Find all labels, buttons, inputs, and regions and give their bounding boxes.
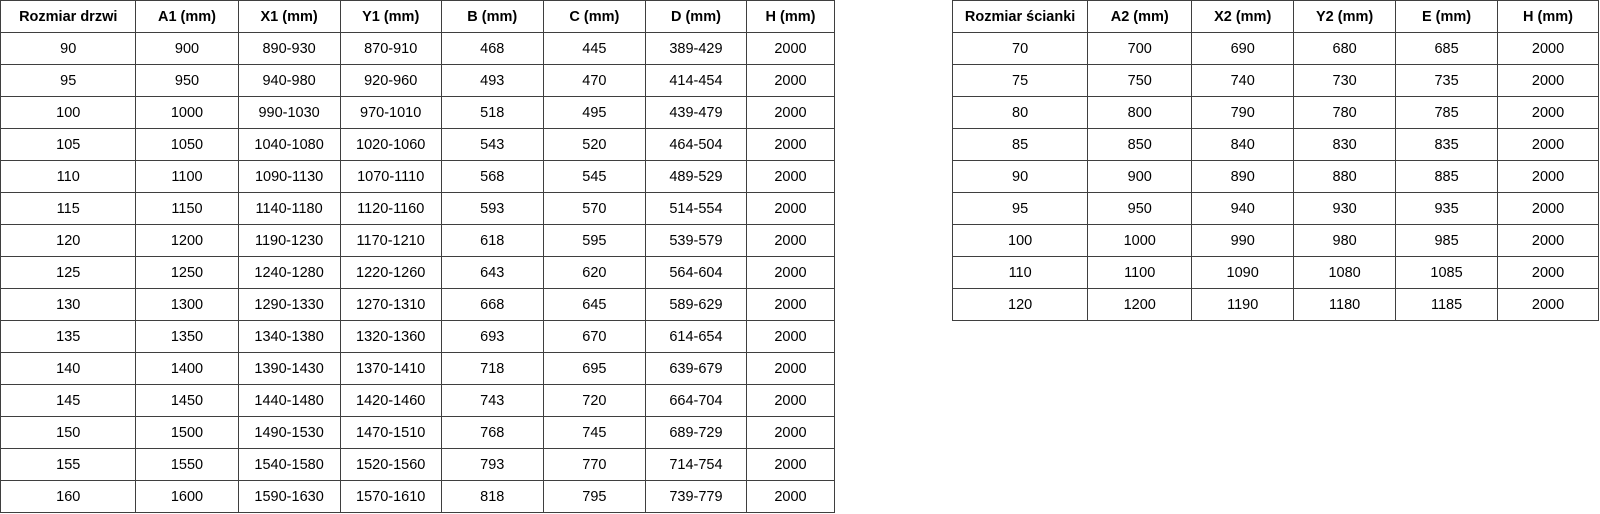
table-row xyxy=(1,321,835,353)
table-cell: 1070-1110 xyxy=(340,161,441,193)
table-cell: 1550 xyxy=(136,449,238,481)
table-cell: 145 xyxy=(1,385,136,417)
table-cell: 593 xyxy=(441,193,543,225)
table-cell: 1085 xyxy=(1396,257,1498,289)
table-cell: 950 xyxy=(136,65,238,97)
table-cell: 1090-1130 xyxy=(238,161,340,193)
table-cell: 793 xyxy=(441,449,543,481)
table-cell: 818 xyxy=(441,481,543,513)
table-row xyxy=(1,449,835,481)
table-cell: 1350 xyxy=(136,321,238,353)
table-cell: 389-429 xyxy=(645,33,746,65)
table-cell: 514-554 xyxy=(645,193,746,225)
table-cell: 595 xyxy=(543,225,645,257)
wall-size-table-body xyxy=(953,33,1599,321)
table-cell: 2000 xyxy=(1498,129,1599,161)
table-cell: 589-629 xyxy=(645,289,746,321)
table-cell: 1000 xyxy=(136,97,238,129)
table-row xyxy=(1,193,835,225)
table-cell: 2000 xyxy=(746,449,834,481)
table-cell: 468 xyxy=(441,33,543,65)
table-cell: 950 xyxy=(1088,193,1192,225)
table-cell: 2000 xyxy=(1498,225,1599,257)
table-cell: 1040-1080 xyxy=(238,129,340,161)
column-header-cell: X2 (mm) xyxy=(1192,1,1294,33)
column-header-cell: X1 (mm) xyxy=(238,1,340,33)
table-row xyxy=(1,65,835,97)
table-cell: 780 xyxy=(1294,97,1396,129)
table-cell: 785 xyxy=(1396,97,1498,129)
table-cell: 890 xyxy=(1192,161,1294,193)
table-cell: 155 xyxy=(1,449,136,481)
table-row xyxy=(1,161,835,193)
table-cell: 1370-1410 xyxy=(340,353,441,385)
table-cell: 120 xyxy=(1,225,136,257)
column-header-cell: Y2 (mm) xyxy=(1294,1,1396,33)
table-cell: 2000 xyxy=(746,417,834,449)
table-cell: 1540-1580 xyxy=(238,449,340,481)
table-cell: 520 xyxy=(543,129,645,161)
column-header-cell: Rozmiar ścianki xyxy=(953,1,1088,33)
table-cell: 1080 xyxy=(1294,257,1396,289)
table-cell: 1020-1060 xyxy=(340,129,441,161)
table-cell: 564-604 xyxy=(645,257,746,289)
table-cell: 870-910 xyxy=(340,33,441,65)
table-cell: 1290-1330 xyxy=(238,289,340,321)
table-cell: 643 xyxy=(441,257,543,289)
table-cell: 1440-1480 xyxy=(238,385,340,417)
table-cell: 2000 xyxy=(746,65,834,97)
table-cell: 768 xyxy=(441,417,543,449)
table-cell: 700 xyxy=(1088,33,1192,65)
table-cell: 750 xyxy=(1088,65,1192,97)
table-cell: 664-704 xyxy=(645,385,746,417)
table-row xyxy=(1,225,835,257)
table-cell: 2000 xyxy=(1498,97,1599,129)
table-cell: 1000 xyxy=(1088,225,1192,257)
table-cell: 140 xyxy=(1,353,136,385)
table-row xyxy=(1,97,835,129)
table-cell: 1250 xyxy=(136,257,238,289)
table-cell: 689-729 xyxy=(645,417,746,449)
table-cell: 940 xyxy=(1192,193,1294,225)
wall-size-table xyxy=(952,0,1599,321)
table-row xyxy=(1,129,835,161)
table-cell: 2000 xyxy=(746,481,834,513)
table-cell: 720 xyxy=(543,385,645,417)
table-cell: 935 xyxy=(1396,193,1498,225)
table-cell: 2000 xyxy=(746,97,834,129)
table-cell: 990-1030 xyxy=(238,97,340,129)
table-cell: 880 xyxy=(1294,161,1396,193)
table-cell: 1390-1430 xyxy=(238,353,340,385)
table-cell: 489-529 xyxy=(645,161,746,193)
column-header-cell: C (mm) xyxy=(543,1,645,33)
table-cell: 795 xyxy=(543,481,645,513)
table-cell: 2000 xyxy=(1498,161,1599,193)
table-row xyxy=(953,161,1599,193)
table-cell: 1140-1180 xyxy=(238,193,340,225)
table-row xyxy=(1,289,835,321)
table-cell: 1050 xyxy=(136,129,238,161)
column-header-cell: A2 (mm) xyxy=(1088,1,1192,33)
table-cell: 2000 xyxy=(746,161,834,193)
table-row xyxy=(1,257,835,289)
table-cell: 493 xyxy=(441,65,543,97)
table-cell: 990 xyxy=(1192,225,1294,257)
table-cell: 568 xyxy=(441,161,543,193)
table-cell: 135 xyxy=(1,321,136,353)
table-cell: 2000 xyxy=(746,289,834,321)
table-cell: 1340-1380 xyxy=(238,321,340,353)
table-cell: 95 xyxy=(1,65,136,97)
column-header-cell: E (mm) xyxy=(1396,1,1498,33)
table-cell: 495 xyxy=(543,97,645,129)
door-size-table-body xyxy=(1,33,835,513)
table-row xyxy=(953,65,1599,97)
table-cell: 980 xyxy=(1294,225,1396,257)
column-header-cell: B (mm) xyxy=(441,1,543,33)
table-cell: 790 xyxy=(1192,97,1294,129)
table-row xyxy=(953,129,1599,161)
table-cell: 840 xyxy=(1192,129,1294,161)
table-cell: 1200 xyxy=(1088,289,1192,321)
table-cell: 670 xyxy=(543,321,645,353)
table-cell: 90 xyxy=(1,33,136,65)
table-cell: 620 xyxy=(543,257,645,289)
table-row xyxy=(953,193,1599,225)
table-row xyxy=(1,481,835,513)
table-cell: 1500 xyxy=(136,417,238,449)
table-cell: 739-779 xyxy=(645,481,746,513)
table-cell: 2000 xyxy=(746,257,834,289)
table-cell: 1420-1460 xyxy=(340,385,441,417)
table-cell: 2000 xyxy=(746,353,834,385)
table-cell: 100 xyxy=(1,97,136,129)
table-cell: 830 xyxy=(1294,129,1396,161)
table-cell: 1190-1230 xyxy=(238,225,340,257)
table-cell: 1170-1210 xyxy=(340,225,441,257)
table-cell: 1200 xyxy=(136,225,238,257)
door-size-table-header xyxy=(1,1,835,33)
table-cell: 618 xyxy=(441,225,543,257)
table-cell: 85 xyxy=(953,129,1088,161)
table-cell: 1100 xyxy=(1088,257,1192,289)
table-cell: 2000 xyxy=(746,33,834,65)
table-cell: 668 xyxy=(441,289,543,321)
table-cell: 1100 xyxy=(136,161,238,193)
table-cell: 1590-1630 xyxy=(238,481,340,513)
column-header-cell: H (mm) xyxy=(1498,1,1599,33)
table-cell: 1400 xyxy=(136,353,238,385)
table-cell: 2000 xyxy=(746,129,834,161)
table-cell: 464-504 xyxy=(645,129,746,161)
table-cell: 930 xyxy=(1294,193,1396,225)
table-cell: 985 xyxy=(1396,225,1498,257)
table-cell: 110 xyxy=(1,161,136,193)
table-cell: 439-479 xyxy=(645,97,746,129)
table-cell: 1320-1360 xyxy=(340,321,441,353)
table-cell: 130 xyxy=(1,289,136,321)
table-row xyxy=(1,33,835,65)
table-cell: 2000 xyxy=(746,225,834,257)
table-cell: 570 xyxy=(543,193,645,225)
table-cell: 718 xyxy=(441,353,543,385)
table-cell: 680 xyxy=(1294,33,1396,65)
table-row xyxy=(953,97,1599,129)
table-cell: 1150 xyxy=(136,193,238,225)
table-cell: 693 xyxy=(441,321,543,353)
table-row xyxy=(1,353,835,385)
table-row xyxy=(953,33,1599,65)
table-cell: 695 xyxy=(543,353,645,385)
table-cell: 835 xyxy=(1396,129,1498,161)
table-cell: 2000 xyxy=(1498,193,1599,225)
table-cell: 1300 xyxy=(136,289,238,321)
table-cell: 890-930 xyxy=(238,33,340,65)
table-cell: 518 xyxy=(441,97,543,129)
table-row xyxy=(953,289,1599,321)
table-cell: 1180 xyxy=(1294,289,1396,321)
table-cell: 645 xyxy=(543,289,645,321)
table-cell: 614-654 xyxy=(645,321,746,353)
table-cell: 850 xyxy=(1088,129,1192,161)
table-cell: 80 xyxy=(953,97,1088,129)
table-cell: 90 xyxy=(953,161,1088,193)
table-cell: 743 xyxy=(441,385,543,417)
table-cell: 115 xyxy=(1,193,136,225)
table-cell: 2000 xyxy=(1498,289,1599,321)
table-cell: 685 xyxy=(1396,33,1498,65)
table-cell: 150 xyxy=(1,417,136,449)
column-header-cell: A1 (mm) xyxy=(136,1,238,33)
table-cell: 940-980 xyxy=(238,65,340,97)
table-cell: 900 xyxy=(136,33,238,65)
table-row xyxy=(1,385,835,417)
table-cell: 2000 xyxy=(746,385,834,417)
table-cell: 543 xyxy=(441,129,543,161)
table-cell: 2000 xyxy=(746,193,834,225)
table-cell: 95 xyxy=(953,193,1088,225)
table-cell: 1185 xyxy=(1396,289,1498,321)
table-cell: 690 xyxy=(1192,33,1294,65)
table-cell: 1570-1610 xyxy=(340,481,441,513)
table-cell: 714-754 xyxy=(645,449,746,481)
table-cell: 125 xyxy=(1,257,136,289)
table-cell: 800 xyxy=(1088,97,1192,129)
table-cell: 1450 xyxy=(136,385,238,417)
table-cell: 730 xyxy=(1294,65,1396,97)
table-cell: 545 xyxy=(543,161,645,193)
table-cell: 2000 xyxy=(746,321,834,353)
table-cell: 75 xyxy=(953,65,1088,97)
table-cell: 745 xyxy=(543,417,645,449)
column-header-cell: D (mm) xyxy=(645,1,746,33)
table-cell: 900 xyxy=(1088,161,1192,193)
table-cell: 1490-1530 xyxy=(238,417,340,449)
table-cell: 160 xyxy=(1,481,136,513)
table-row xyxy=(953,225,1599,257)
table-cell: 1220-1260 xyxy=(340,257,441,289)
header-row xyxy=(1,1,835,33)
table-cell: 1090 xyxy=(1192,257,1294,289)
table-cell: 770 xyxy=(543,449,645,481)
table-cell: 1270-1310 xyxy=(340,289,441,321)
table-cell: 639-679 xyxy=(645,353,746,385)
table-row xyxy=(1,417,835,449)
table-cell: 445 xyxy=(543,33,645,65)
table-cell: 120 xyxy=(953,289,1088,321)
table-cell: 414-454 xyxy=(645,65,746,97)
table-cell: 1470-1510 xyxy=(340,417,441,449)
column-header-cell: H (mm) xyxy=(746,1,834,33)
table-cell: 735 xyxy=(1396,65,1498,97)
table-cell: 70 xyxy=(953,33,1088,65)
table-cell: 105 xyxy=(1,129,136,161)
table-cell: 1240-1280 xyxy=(238,257,340,289)
table-cell: 110 xyxy=(953,257,1088,289)
table-cell: 920-960 xyxy=(340,65,441,97)
table-cell: 2000 xyxy=(1498,65,1599,97)
table-cell: 100 xyxy=(953,225,1088,257)
column-header-cell: Rozmiar drzwi xyxy=(1,1,136,33)
table-cell: 1120-1160 xyxy=(340,193,441,225)
table-cell: 1600 xyxy=(136,481,238,513)
table-cell: 740 xyxy=(1192,65,1294,97)
table-cell: 470 xyxy=(543,65,645,97)
wall-size-table-header xyxy=(953,1,1599,33)
header-row xyxy=(953,1,1599,33)
column-header-cell: Y1 (mm) xyxy=(340,1,441,33)
table-cell: 970-1010 xyxy=(340,97,441,129)
table-cell: 1190 xyxy=(1192,289,1294,321)
table-cell: 1520-1560 xyxy=(340,449,441,481)
table-row xyxy=(953,257,1599,289)
table-cell: 2000 xyxy=(1498,257,1599,289)
table-cell: 2000 xyxy=(1498,33,1599,65)
table-cell: 885 xyxy=(1396,161,1498,193)
table-cell: 539-579 xyxy=(645,225,746,257)
